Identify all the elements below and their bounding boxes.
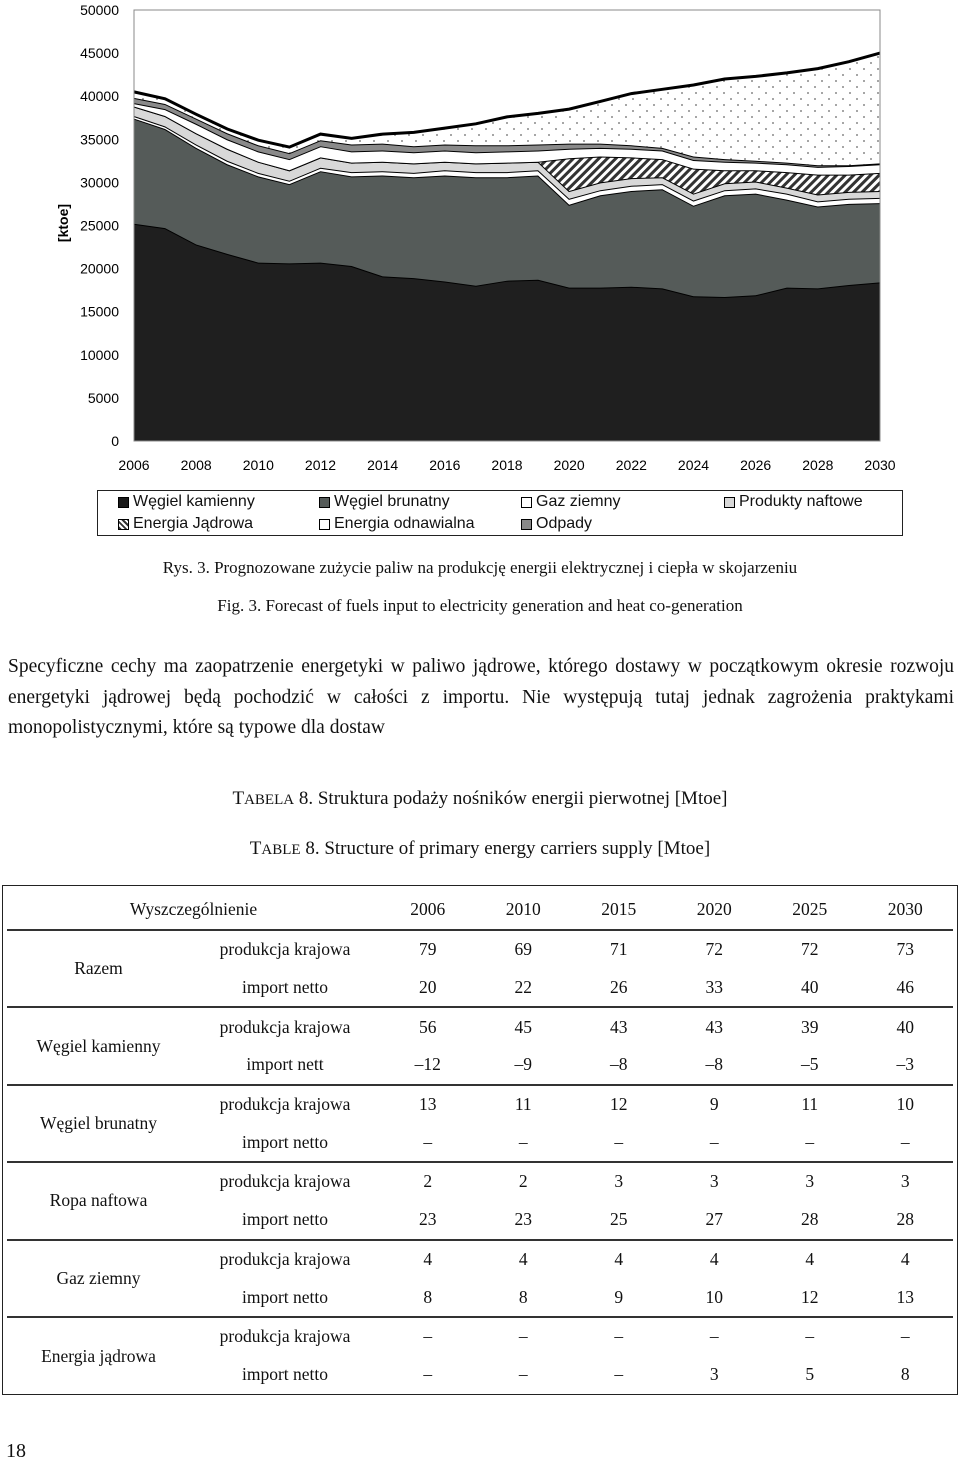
x-tick-label: 2020 [553, 457, 585, 473]
y-tick-label: 50000 [80, 2, 119, 18]
table-cell: 23 [419, 1209, 437, 1230]
table-row [7, 1162, 953, 1201]
table-cell: –8 [705, 1054, 723, 1075]
table-cell: 22 [514, 977, 532, 998]
table-cell: 79 [380, 930, 476, 969]
legend-swatch [521, 497, 532, 508]
table-cell: 73 [858, 930, 954, 969]
table-cell: 4 [762, 1240, 858, 1279]
legend-swatch [319, 497, 330, 508]
legend-swatch [724, 497, 735, 508]
row-label: produkcja krajowa [190, 930, 380, 969]
table-cell: 3 [709, 1364, 719, 1385]
header-year: 2025 [792, 899, 828, 919]
table-cell: –5 [801, 1054, 819, 1075]
table-caption-pl: TABELA 8. Struktura podaży nośników energii pierwotnej [Mtoe] [232, 788, 728, 809]
table-cell: – [518, 1131, 528, 1152]
table-cell: –12 [414, 1054, 441, 1075]
table-cell: 5 [805, 1364, 815, 1385]
table-cell: 25 [610, 1209, 628, 1230]
figure-caption-en: Fig. 3. Forecast of fuels input to electricity generation and heat co-generation [217, 596, 743, 615]
legend-label: Energia Jądrowa [133, 515, 254, 532]
table-cell: 46 [896, 977, 914, 998]
table-cell: 9 [614, 1286, 624, 1307]
table-cell: – [423, 1131, 433, 1152]
legend-swatch [521, 519, 532, 530]
header-year: 2020 [696, 899, 732, 919]
table-cell: 13 [380, 1085, 476, 1124]
table-cell: 10 [705, 1286, 723, 1307]
row-group-name: Ropa naftowa [7, 1162, 190, 1239]
table-cell: – [805, 1131, 815, 1152]
header-year: 2015 [601, 899, 637, 919]
y-tick-label: 15000 [80, 303, 119, 320]
table-cell: 2 [380, 1162, 476, 1201]
table-cell: – [614, 1364, 624, 1385]
table-header-row [7, 890, 953, 930]
table-cell: 40 [858, 1007, 954, 1046]
table-cell: 2 [476, 1162, 572, 1201]
table-cell: 8 [900, 1364, 910, 1385]
legend-item [521, 515, 592, 533]
table-row [7, 930, 953, 969]
row-label: produkcja krajowa [190, 1240, 380, 1279]
legend-label: Węgiel kamienny [133, 493, 255, 510]
table-cell: 4 [571, 1240, 667, 1279]
legend-item [724, 493, 863, 511]
table-cell: 12 [801, 1286, 819, 1307]
page-number: 18 [6, 1440, 26, 1462]
table-cell: 28 [801, 1209, 819, 1230]
table-row [7, 1240, 953, 1279]
y-tick-label: 10000 [80, 346, 119, 363]
y-tick-label: 20000 [80, 260, 119, 277]
table-cell: 69 [476, 930, 572, 969]
table-cell: 40 [801, 977, 819, 998]
row-label: produkcja krajowa [190, 1162, 380, 1201]
table-cell: – [571, 1317, 667, 1356]
table-cell: 26 [610, 977, 628, 998]
table-cell: 28 [896, 1209, 914, 1230]
y-tick-label: 35000 [80, 131, 119, 148]
table-cell: 4 [667, 1240, 763, 1279]
x-tick-label: 2026 [740, 457, 772, 473]
legend-item [319, 515, 475, 533]
table-cell: 27 [705, 1209, 723, 1230]
row-group-name: Węgiel kamienny [7, 1007, 190, 1084]
table-cell: – [423, 1364, 433, 1385]
y-tick-label: 45000 [80, 45, 119, 62]
row-group-name: Razem [7, 930, 190, 1007]
table-row [7, 1317, 953, 1356]
header-year: 2010 [505, 899, 541, 919]
table-cell: – [762, 1317, 858, 1356]
row-label: import netto [241, 977, 329, 998]
row-label: import netto [241, 1286, 329, 1307]
legend-swatch [118, 497, 129, 508]
header-year: 2030 [887, 899, 923, 919]
x-tick-label: 2018 [491, 457, 523, 473]
row-label: import netto [241, 1131, 329, 1152]
row-group-name: Węgiel brunatny [7, 1085, 190, 1162]
row-label: produkcja krajowa [190, 1007, 380, 1046]
y-tick-label: 25000 [80, 217, 119, 234]
legend-swatch [319, 519, 330, 530]
legend-label: Produkty naftowe [739, 493, 863, 510]
energy-supply-table [2, 885, 958, 1395]
table-cell: –9 [514, 1054, 532, 1075]
table-cell: – [614, 1131, 624, 1152]
x-tick-label: 2006 [118, 457, 150, 473]
table-cell: 4 [858, 1240, 954, 1279]
table-row [7, 1007, 953, 1046]
y-axis-label: [ktoe] [55, 203, 71, 243]
table-cell: 11 [476, 1085, 572, 1124]
table-cell: – [667, 1317, 763, 1356]
y-tick-label: 0 [111, 433, 119, 449]
figure-caption-pl: Rys. 3. Prognozowane zużycie paliw na produkcję energii elektrycznej i ciepła w skojarzeniu [162, 558, 798, 577]
table-cell: 12 [571, 1085, 667, 1124]
legend-label: Energia odnawialna [334, 515, 475, 532]
table-cell: – [709, 1131, 719, 1152]
table-cell: 8 [423, 1286, 433, 1307]
legend-item [118, 493, 255, 511]
table-row [7, 1085, 953, 1124]
table-cell: 43 [571, 1007, 667, 1046]
table-cell: 3 [762, 1162, 858, 1201]
x-tick-label: 2030 [864, 457, 896, 473]
table-cell: 72 [667, 930, 763, 969]
legend-label: Odpady [536, 515, 593, 532]
table-cell: 8 [518, 1286, 528, 1307]
table-cell: – [476, 1317, 572, 1356]
x-tick-label: 2016 [429, 457, 461, 473]
row-label: import nett [246, 1054, 324, 1075]
row-label: produkcja krajowa [190, 1085, 380, 1124]
area-chart [0, 0, 960, 480]
legend-item [521, 493, 620, 511]
table-cell: 3 [667, 1162, 763, 1201]
x-tick-label: 2008 [180, 457, 212, 473]
row-label: import netto [241, 1364, 329, 1385]
row-group-name: Gaz ziemny [7, 1240, 190, 1317]
table-cell: 10 [858, 1085, 954, 1124]
table-cell: – [518, 1364, 528, 1385]
body-paragraph: Specyficzne cechy ma zaopatrzenie energetyki w paliwo jądrowe, którego dostawy w początkowym okresie rozwoju energetyki jądrowej będą pochodzić w całości z importu. Nie występują tutaj jednak zagrożenia praktykami monopolistycznymi, które są typowe dla dostaw [8, 656, 954, 738]
table-cell: 39 [762, 1007, 858, 1046]
table-cell: 4 [476, 1240, 572, 1279]
table-caption-en: TABLE 8. Structure of primary energy carriers supply [Mtoe] [249, 838, 711, 859]
y-tick-label: 30000 [80, 174, 119, 191]
row-group-name: Energia jądrowa [7, 1317, 190, 1394]
table-cell: 9 [667, 1085, 763, 1124]
header-year: 2006 [410, 899, 446, 919]
table-cell: –3 [896, 1054, 914, 1075]
table-cell: 4 [380, 1240, 476, 1279]
legend-item [118, 515, 253, 533]
x-tick-label: 2024 [677, 457, 710, 473]
x-tick-label: 2022 [615, 457, 647, 473]
table-cell: 13 [896, 1286, 914, 1307]
table-cell: 72 [762, 930, 858, 969]
table-cell: 23 [514, 1209, 532, 1230]
table-cell: 56 [380, 1007, 476, 1046]
table-cell: – [380, 1317, 476, 1356]
legend-swatch [118, 519, 129, 530]
legend-label: Węgiel brunatny [334, 493, 450, 510]
x-tick-label: 2028 [802, 457, 834, 473]
x-tick-label: 2012 [304, 457, 337, 473]
row-label: import netto [241, 1209, 329, 1230]
chart-legend [97, 490, 903, 536]
table-cell: 45 [476, 1007, 572, 1046]
table-cell: 3 [858, 1162, 954, 1201]
legend-item [319, 493, 450, 511]
table-cell: – [900, 1131, 910, 1152]
table-cell: 11 [762, 1085, 858, 1124]
table-cell: 71 [571, 930, 667, 969]
y-tick-label: 40000 [80, 88, 119, 105]
table-cell: 33 [705, 977, 723, 998]
x-tick-label: 2014 [367, 457, 399, 473]
table-cell: –8 [610, 1054, 628, 1075]
table-cell: – [858, 1317, 954, 1356]
legend-label: Gaz ziemny [536, 493, 621, 510]
x-tick-label: 2010 [242, 457, 274, 473]
row-label: produkcja krajowa [190, 1317, 380, 1356]
table-cell: 3 [571, 1162, 667, 1201]
table-cell: 43 [667, 1007, 763, 1046]
header-spec: Wyszczególnienie [129, 899, 258, 919]
table-cell: 20 [419, 977, 437, 998]
y-tick-label: 5000 [87, 389, 119, 406]
